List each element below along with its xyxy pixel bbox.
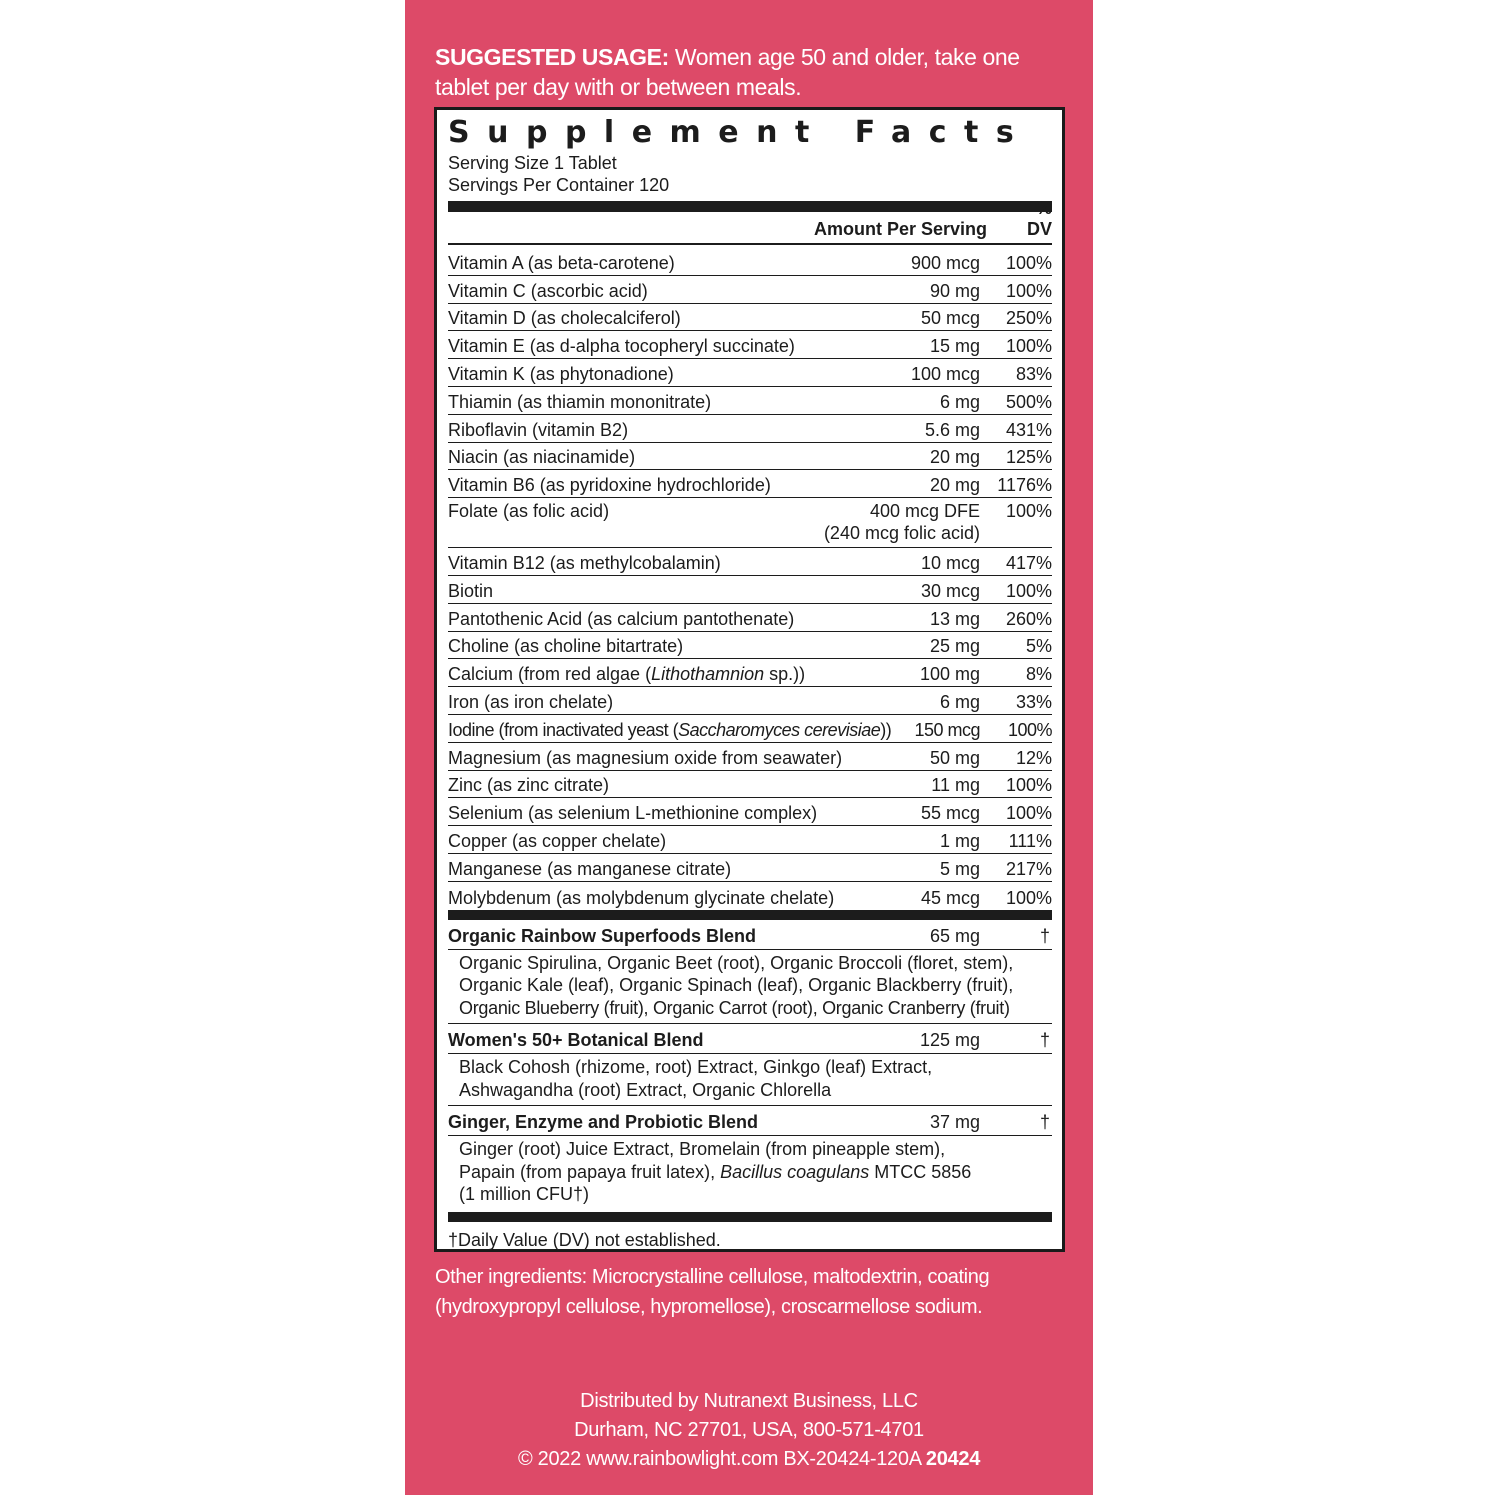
- nutrient-amount: 11 mg: [931, 775, 980, 796]
- nutrient-name: [448, 663, 920, 685]
- blend-row: [448, 1024, 1052, 1054]
- nutrient-amount: 90 mg: [929, 280, 980, 301]
- blend-ingredients-line: Organic Kale (leaf), Organic Spinach (leaf), Organic Blackberry (fruit),: [459, 975, 1014, 996]
- nutrient-row: [448, 443, 1052, 471]
- distributor-line: Distributed by Nutranext Business, LLC: [580, 1390, 918, 1412]
- nutrient-row: [448, 715, 1052, 743]
- nutrient-name-italic: Saccharomyces cerevisiae: [678, 719, 881, 740]
- nutrient-amount: 1 mg: [939, 830, 980, 851]
- nutrient-row: [448, 304, 1052, 332]
- nutrient-dv: 250%: [1005, 308, 1052, 329]
- blend-ingredients-part: MTCC 5856: [869, 1161, 972, 1182]
- nutrient-amount: 5 mg: [939, 858, 980, 879]
- nutrient-dv: 100%: [1005, 252, 1052, 273]
- nutrient-amount: 50 mcg: [920, 308, 980, 329]
- blend-ingredients-line: Black Cohosh (rhizome, root) Extract, Ginkgo (leaf) Extract,: [459, 1057, 933, 1078]
- nutrient-row: [448, 387, 1052, 415]
- serving-size: Serving Size 1 Tablet: [448, 153, 617, 173]
- nutrient-name: Selenium (as selenium L-methionine complex): [448, 803, 818, 824]
- divider-thick: [448, 201, 1052, 212]
- blend-ingredients-part: Papain (from papaya fruit latex),: [459, 1161, 721, 1182]
- nutrient-dv: 260%: [1005, 608, 1052, 629]
- blend-section: [448, 920, 1052, 1210]
- blend-amount: 65 mg: [929, 925, 980, 946]
- nutrient-name: Folate (as folic acid): [448, 501, 610, 522]
- nutrient-dv: 100%: [1007, 719, 1052, 740]
- other-ingredients: [435, 1262, 1075, 1322]
- divider-medium: [448, 1212, 1052, 1222]
- nutrient-dv: 125%: [1005, 447, 1052, 468]
- nutrient-amount: 10 mcg: [920, 552, 980, 573]
- suggested-usage: [435, 42, 1065, 102]
- nutrient-dv: 5%: [1025, 636, 1052, 657]
- nutrient-amount: 150 mcg: [914, 719, 980, 740]
- supplement-facts-panel: [434, 107, 1065, 1252]
- nutrient-dv: 33%: [1015, 691, 1052, 712]
- nutrient-name: Niacin (as niacinamide): [448, 447, 636, 468]
- blend-row: [448, 1106, 1052, 1136]
- header-dv: % DV: [1026, 198, 1052, 239]
- blend-ingredients-line: Organic Blueberry (fruit), Organic Carrot (root), Organic Cranberry (fruit): [459, 997, 1010, 1018]
- nutrient-row: [448, 743, 1052, 771]
- nutrient-name-part: sp.)): [764, 664, 806, 685]
- nutrient-name: Biotin: [448, 580, 494, 601]
- nutrient-list: [448, 248, 1052, 910]
- nutrient-amount: 15 mg: [929, 336, 980, 357]
- nutrient-amount: 45 mcg: [920, 887, 980, 908]
- blend-row: [448, 920, 1052, 950]
- nutrient-name: [448, 719, 914, 741]
- blend-ingredients-line: (1 million CFU†): [459, 1184, 590, 1205]
- nutrient-name: Molybdenum (as molybdenum glycinate chelate): [448, 887, 835, 908]
- nutrient-dv: 111%: [1008, 830, 1052, 851]
- nutrient-name: Pantothenic Acid (as calcium pantothenate): [448, 608, 795, 629]
- blend-amount: 37 mg: [929, 1112, 980, 1133]
- servings-per-container: Servings Per Container 120: [448, 175, 670, 195]
- nutrient-amount-folic: (240 mcg folic acid): [823, 523, 980, 544]
- usage-line1: Women age 50 and older, take one: [668, 44, 1020, 70]
- nutrient-amount: 100 mcg: [910, 363, 980, 384]
- nutrient-name: Thiamin (as thiamin mononitrate): [448, 391, 712, 412]
- blend-dv: †: [1039, 1112, 1050, 1133]
- nutrient-dv: 83%: [1015, 363, 1052, 384]
- blend-amount: 125 mg: [919, 1030, 980, 1051]
- nutrient-row: [448, 248, 1052, 276]
- nutrient-row: [448, 798, 1052, 826]
- nutrient-dv: 8%: [1025, 664, 1052, 685]
- nutrient-dv: 417%: [1005, 552, 1052, 573]
- nutrient-amount: 20 mg: [929, 475, 980, 496]
- nutrient-amount: 5.6 mg: [924, 419, 980, 440]
- blend-ingredients: [448, 1054, 1052, 1106]
- nutrient-amount-dfe: 400 mcg DFE: [869, 501, 980, 522]
- blend-ingredients-line: Ginger (root) Juice Extract, Bromelain (from pineapple stem),: [459, 1139, 946, 1160]
- nutrient-name-part: Iodine (from inactivated yeast (: [448, 719, 679, 740]
- usage-label: SUGGESTED USAGE:: [435, 44, 669, 70]
- nutrient-row: [448, 854, 1052, 882]
- nutrient-dv: 431%: [1005, 419, 1052, 440]
- nutrient-name: Vitamin K (as phytonadione): [448, 363, 674, 384]
- nutrient-name: Vitamin C (ascorbic acid): [448, 280, 648, 301]
- other-ingredients-line: (hydroxypropyl cellulose, hypromellose), croscarmellose sodium.: [435, 1296, 983, 1318]
- nutrient-row: [448, 687, 1052, 715]
- nutrient-dv: 100%: [1005, 775, 1052, 796]
- usage-line2: tablet per day with or between meals.: [435, 74, 802, 100]
- nutrient-amount: 20 mg: [929, 447, 980, 468]
- blend-dv: †: [1039, 925, 1050, 946]
- blend-ingredients-line: Ashwagandha (root) Extract, Organic Chlorella: [459, 1079, 832, 1100]
- blend-ingredients-italic: Bacillus coagulans: [720, 1161, 870, 1182]
- blend-ingredients: [448, 1136, 1052, 1210]
- nutrient-name: Vitamin B12 (as methylcobalamin): [448, 552, 721, 573]
- facts-title: Supplement Facts: [448, 115, 1032, 150]
- nutrient-row: [448, 576, 1052, 604]
- nutrient-row: [448, 276, 1052, 304]
- label-panel: [405, 0, 1093, 1495]
- nutrient-row: [448, 415, 1052, 443]
- nutrient-dv: 100%: [1005, 580, 1052, 601]
- nutrient-row: [448, 604, 1052, 632]
- nutrient-row: [448, 882, 1052, 910]
- blend-ingredients-line: Organic Spirulina, Organic Beet (root), Organic Broccoli (floret, stem),: [459, 952, 1014, 973]
- nutrient-dv: 100%: [1005, 336, 1052, 357]
- nutrient-name: Vitamin B6 (as pyridoxine hydrochloride): [448, 475, 771, 496]
- facts-header-row: [448, 198, 1052, 245]
- nutrient-amount: 50 mg: [929, 747, 980, 768]
- nutrient-name: Vitamin E (as d-alpha tocopheryl succinate): [448, 336, 795, 357]
- nutrient-name: Magnesium (as magnesium oxide from seawater): [448, 747, 843, 768]
- nutrient-dv: 100%: [1005, 803, 1052, 824]
- nutrient-row: [448, 826, 1052, 854]
- nutrient-name: Zinc (as zinc citrate): [448, 775, 610, 796]
- divider-medium: [448, 910, 1052, 920]
- nutrient-name: Copper (as copper chelate): [448, 830, 667, 851]
- nutrient-row: [448, 659, 1052, 687]
- nutrient-name: Iron (as iron chelate): [448, 691, 614, 712]
- distributor-info: [405, 1387, 1093, 1474]
- nutrient-amount: 100 mg: [919, 664, 980, 685]
- nutrient-row: [448, 771, 1052, 799]
- blend-ingredients: [448, 950, 1052, 1025]
- nutrient-amount: 55 mcg: [920, 803, 980, 824]
- nutrient-dv: 100%: [1005, 280, 1052, 301]
- nutrient-amount: 30 mcg: [920, 580, 980, 601]
- blend-name: Ginger, Enzyme and Probiotic Blend: [448, 1112, 759, 1133]
- nutrient-row: [448, 470, 1052, 498]
- nutrient-dv: 1176%: [997, 475, 1052, 496]
- nutrient-dv: 100%: [1005, 887, 1052, 908]
- nutrient-name: Vitamin A (as beta-carotene): [448, 252, 675, 273]
- nutrient-name-italic: Lithothamnion: [651, 664, 765, 685]
- nutrient-row: [448, 359, 1052, 387]
- nutrient-dv: 217%: [1005, 858, 1052, 879]
- blend-name: Organic Rainbow Superfoods Blend: [448, 925, 757, 946]
- product-code: 20424: [925, 1448, 981, 1470]
- nutrient-amount: 6 mg: [939, 391, 980, 412]
- nutrient-name: Choline (as choline bitartrate): [448, 636, 684, 657]
- nutrient-name-part: )): [880, 719, 892, 740]
- nutrient-row: [448, 632, 1052, 660]
- nutrient-amount: 6 mg: [939, 691, 980, 712]
- nutrient-row: [448, 498, 1052, 548]
- dv-footnote: †Daily Value (DV) not established.: [448, 1229, 721, 1250]
- nutrient-row: [448, 548, 1052, 576]
- nutrient-dv: 500%: [1005, 391, 1052, 412]
- nutrient-amount: 25 mg: [929, 636, 980, 657]
- nutrient-row: [448, 331, 1052, 359]
- distributor-address: Durham, NC 27701, USA, 800-571-4701: [574, 1419, 924, 1441]
- nutrient-name: Manganese (as manganese citrate): [448, 858, 732, 879]
- nutrient-amount: 900 mcg: [910, 252, 980, 273]
- nutrient-name-part: Calcium (from red algae (: [448, 664, 652, 685]
- copyright-text: © 2022 www.rainbowlight.com BX-20424-120A: [517, 1448, 921, 1470]
- header-amount: Amount Per Serving: [813, 219, 987, 239]
- blend-dv: †: [1039, 1030, 1050, 1051]
- nutrient-dv: 100%: [1005, 501, 1052, 522]
- nutrient-name: Vitamin D (as cholecalciferol): [448, 308, 681, 329]
- other-ingredients-line: Other ingredients: Microcrystalline cellulose, maltodextrin, coating: [435, 1266, 990, 1288]
- blend-name: Women's 50+ Botanical Blend: [448, 1030, 704, 1051]
- copyright-line: [405, 1445, 1093, 1474]
- nutrient-amount: 13 mg: [929, 608, 980, 629]
- nutrient-dv: 12%: [1015, 747, 1052, 768]
- nutrient-amount: [824, 500, 994, 544]
- nutrient-name: Riboflavin (vitamin B2): [448, 419, 629, 440]
- blend-ingredients-line: [459, 1161, 1052, 1184]
